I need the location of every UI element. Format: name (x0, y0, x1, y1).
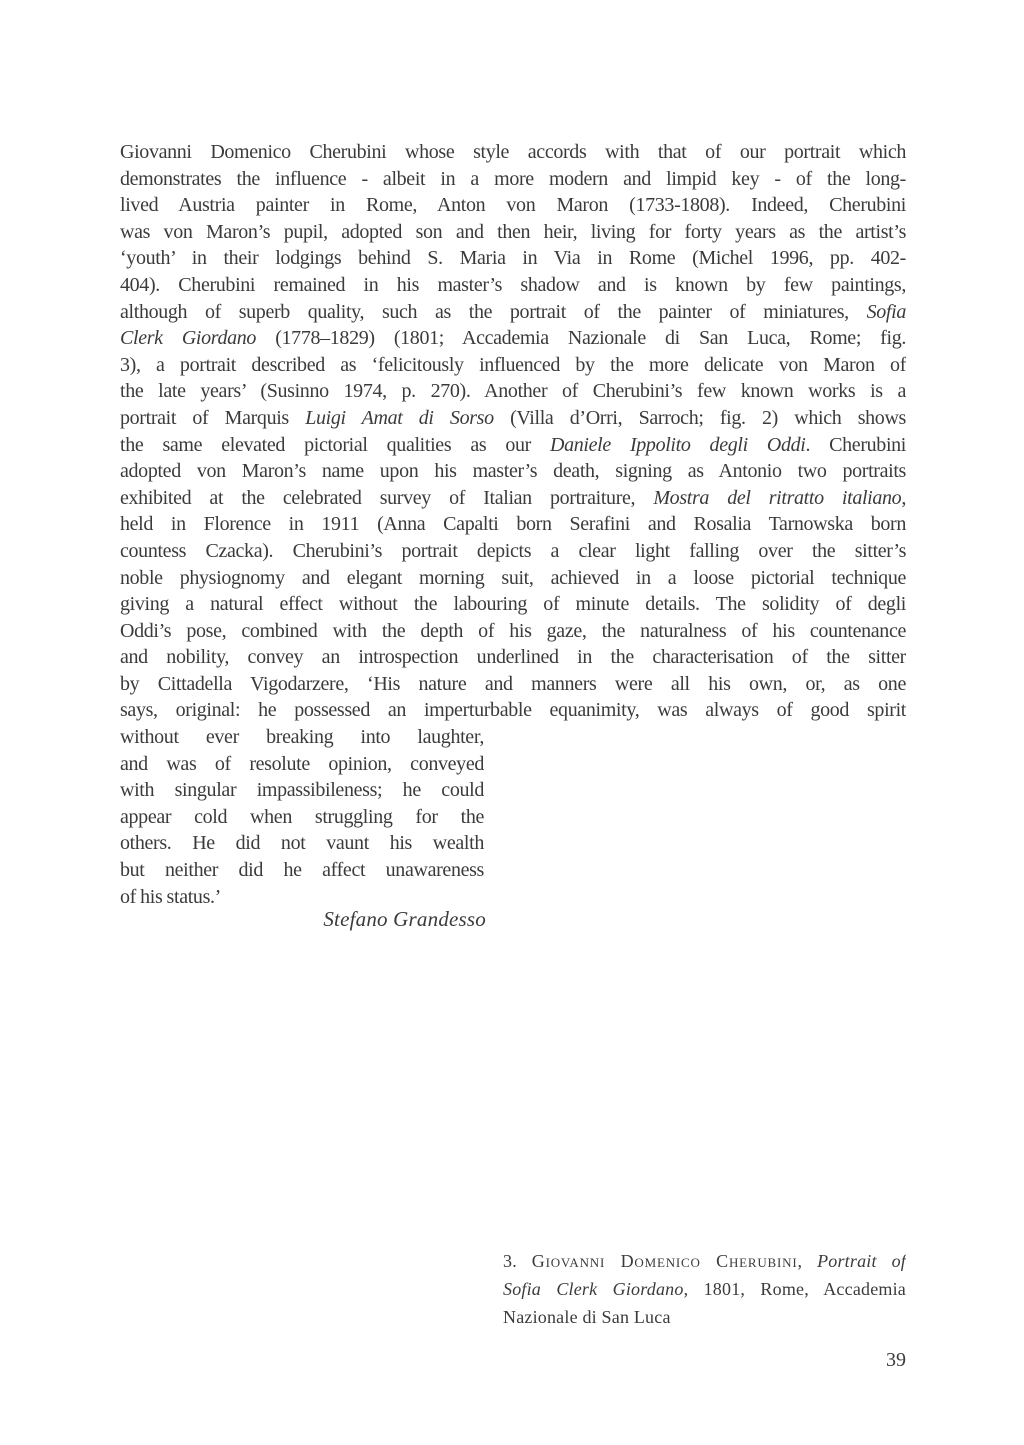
article-text-line: exhibited at the celebrated survey of Italian portraiture, Mostra del ritratto italiano, (120, 486, 906, 509)
article-text-line: portrait of Marquis Luigi Amat di Sorso (Villa d’Orri, Sarroch; fig. 2) which shows (120, 406, 906, 429)
article-text-line: countess Czacka). Cherubini’s portrait depicts a clear light falling over the sitter’s (120, 539, 906, 562)
article-text-line: of his status.’ (120, 885, 221, 908)
article-text-line: appear cold when struggling for the (120, 805, 484, 828)
article-text-line: 3), a portrait described as ‘felicitously influenced by the more delicate von Maron of (120, 353, 906, 376)
article-text-line: although of superb quality, such as the portrait of the painter of miniatures, Sofia (120, 300, 906, 323)
caption-line: 3. Giovanni Domenico Cherubini, Portrait of (503, 1251, 906, 1271)
article-text-line: adopted von Maron’s name upon his master’s death, signing as Antonio two portraits (120, 460, 906, 483)
article-text-line: by Cittadella Vigodarzere, ‘His nature and manners were all his own, or, as one (120, 672, 906, 695)
article-text-line: ‘youth’ in their lodgings behind S. Maria in Via in Rome (Michel 1996, pp. 402- (120, 247, 906, 270)
page-number: 39 (886, 1349, 906, 1371)
article-narrow-column (120, 724, 484, 910)
article-text-line: noble physiognomy and elegant morning suit, achieved in a loose pictorial technique (120, 566, 906, 589)
article-text-line: the same elevated pictorial qualities as our Daniele Ippolito degli Oddi. Cherubini (120, 433, 906, 456)
caption-line: Sofia Clerk Giordano, 1801, Rome, Accademia (503, 1279, 906, 1299)
article-text-line: 404). Cherubini remained in his master’s shadow and is known by few paintings, (120, 273, 906, 296)
caption-line: Nazionale di San Luca (503, 1307, 671, 1327)
article-text-line: but neither did he affect unawareness (120, 858, 484, 881)
article-text-line: Oddi’s pose, combined with the depth of his gaze, the naturalness of his countenance (120, 619, 906, 642)
article-text-line: the late years’ (Susinno 1974, p. 270). Another of Cherubini’s few known works is a (120, 380, 906, 403)
article-text-line: and nobility, convey an introspection underlined in the characterisation of the sitter (120, 646, 906, 669)
article-text-line: and was of resolute opinion, conveyed (120, 752, 484, 775)
article-text-line: held in Florence in 1911 (Anna Capalti born Serafini and Rosalia Tarnowska born (120, 513, 906, 536)
article-body-text (120, 139, 906, 724)
article-text-line: demonstrates the influence - albeit in a more modern and limpid key - of the long- (120, 167, 906, 190)
article-text-line: Clerk Giordano (1778–1829) (1801; Accademia Nazionale di San Luca, Rome; fig. (120, 327, 906, 350)
article-text-line: without ever breaking into laughter, (120, 726, 484, 748)
article-text-line: says, original: he possessed an imperturbable equanimity, was always of good spirit (120, 699, 906, 722)
article-text-line: others. He did not vaunt his wealth (120, 832, 484, 855)
article-text-line: with singular impassibileness; he could (120, 779, 484, 802)
article-text-line: was von Maron’s pupil, adopted son and then heir, living for forty years as the artist’s (120, 220, 906, 243)
figure-caption (503, 1247, 906, 1331)
article-text-line: giving a natural effect without the labouring of minute details. The solidity of degli (120, 593, 906, 616)
article-text-line: lived Austria painter in Rome, Anton von Maron (1733-1808). Indeed, Cherubini (120, 194, 906, 217)
article-text-line: Giovanni Domenico Cherubini whose style accords with that of our portrait which (120, 141, 906, 163)
author-signature: Stefano Grandesso (323, 907, 486, 931)
